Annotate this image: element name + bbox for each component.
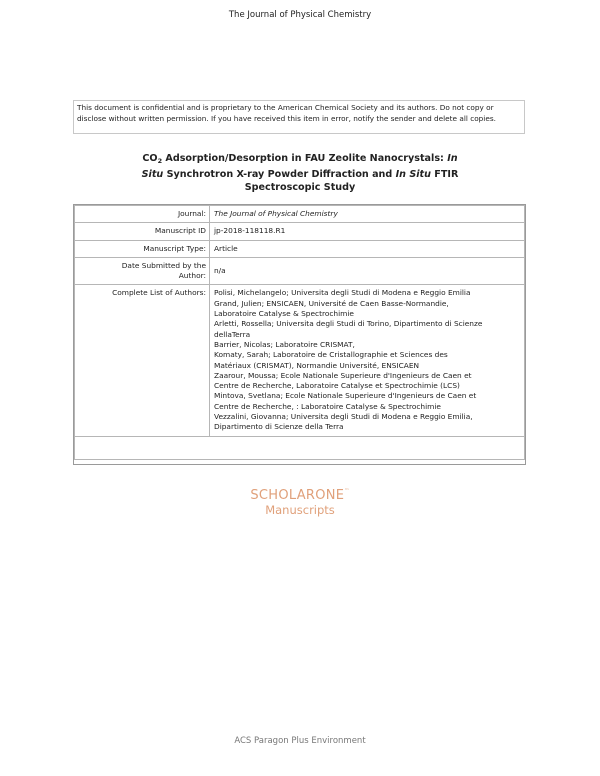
author-line: Matériaux (CRISMAT), Normandie Université, ENSICAEN [214, 360, 420, 370]
manuscript-type-row [75, 240, 525, 257]
author-line: Arletti, Rossella; Universita degli Studi di Torino, Dipartimento di Scienze [214, 319, 483, 329]
authors-row [75, 285, 525, 436]
date-submitted-label: Date Submitted by the Author: [75, 257, 210, 285]
page-footer: ACS Paragon Plus Environment [234, 736, 366, 746]
author-line: Dipartimento di Scienze della Terra [214, 422, 344, 432]
scholarone-logo [0, 484, 600, 517]
author-line: dellaTerra [214, 329, 251, 339]
author-line: Zaarour, Moussa; Ecole Nationale Superieure d'Ingenieurs de Caen et [214, 370, 472, 380]
author-line: Barrier, Nicolas; Laboratoire CRISMAT, [214, 339, 355, 349]
journal-row [75, 206, 525, 223]
author-line: Centre de Recherche, : Laboratoire Catalyse & Spectrochimie [214, 401, 441, 411]
manuscript-type-label: Manuscript Type: [75, 240, 210, 257]
author-line: Vezzalini, Giovanna; Universita degli Studi di Modena e Reggio Emilia, [214, 412, 473, 422]
author-line: Polisi, Michelangelo; Universita degli Studi di Modena e Reggio Emilia [214, 288, 471, 298]
manuscript-metadata-table [74, 205, 525, 460]
logo-scholarone: SCHOLARONE [250, 488, 345, 503]
author-line: Grand, Julien; ENSICAEN, Université de Caen Basse-Normandie, [214, 298, 449, 308]
logo-trademark: ™ [344, 488, 350, 494]
journal-value: The Journal of Physical Chemistry [210, 206, 525, 223]
date-submitted-row [75, 257, 525, 285]
manuscript-id-value: jp-2018-118118.R1 [210, 223, 525, 240]
date-submitted-value: n/a [210, 257, 525, 285]
empty-row [75, 436, 525, 459]
manuscript-type-value: Article [210, 240, 525, 257]
author-line: Komaty, Sarah; Laboratoire de Cristallographie et Sciences des [214, 350, 448, 360]
authors-value [210, 285, 525, 436]
logo-manuscripts: Manuscripts [265, 503, 335, 517]
authors-label: Complete List of Authors: [75, 285, 210, 436]
author-line: Centre de Recherche, Laboratoire Catalyse et Spectrochimie (LCS) [214, 381, 460, 391]
journal-label: Journal: [75, 206, 210, 223]
empty-cell [75, 436, 525, 459]
author-line: Mintova, Svetlana; Ecole Nationale Superieure d'Ingenieurs de Caen et [214, 391, 477, 401]
confidentiality-notice: This document is confidential and is proprietary to the American Chemical Society and its authors. Do not copy or disclose without written permission. If you have received this item in error, notify the sender and delete all copies. [73, 100, 525, 134]
manuscript-title: $CO_2$ Adsorption/Desorption in FAU Zeolite Nanocrystals: In Situ Synchrotron X-ray Powder Diffraction and In Situ FTIR Spectroscopic Study [141, 153, 459, 193]
page-header: The Journal of Physical Chemistry [228, 10, 372, 20]
manuscript-metadata-box [73, 204, 526, 465]
manuscript-id-row [75, 223, 525, 240]
manuscript-id-label: Manuscript ID [75, 223, 210, 240]
author-line: Laboratoire Catalyse & Spectrochimie [214, 309, 354, 319]
